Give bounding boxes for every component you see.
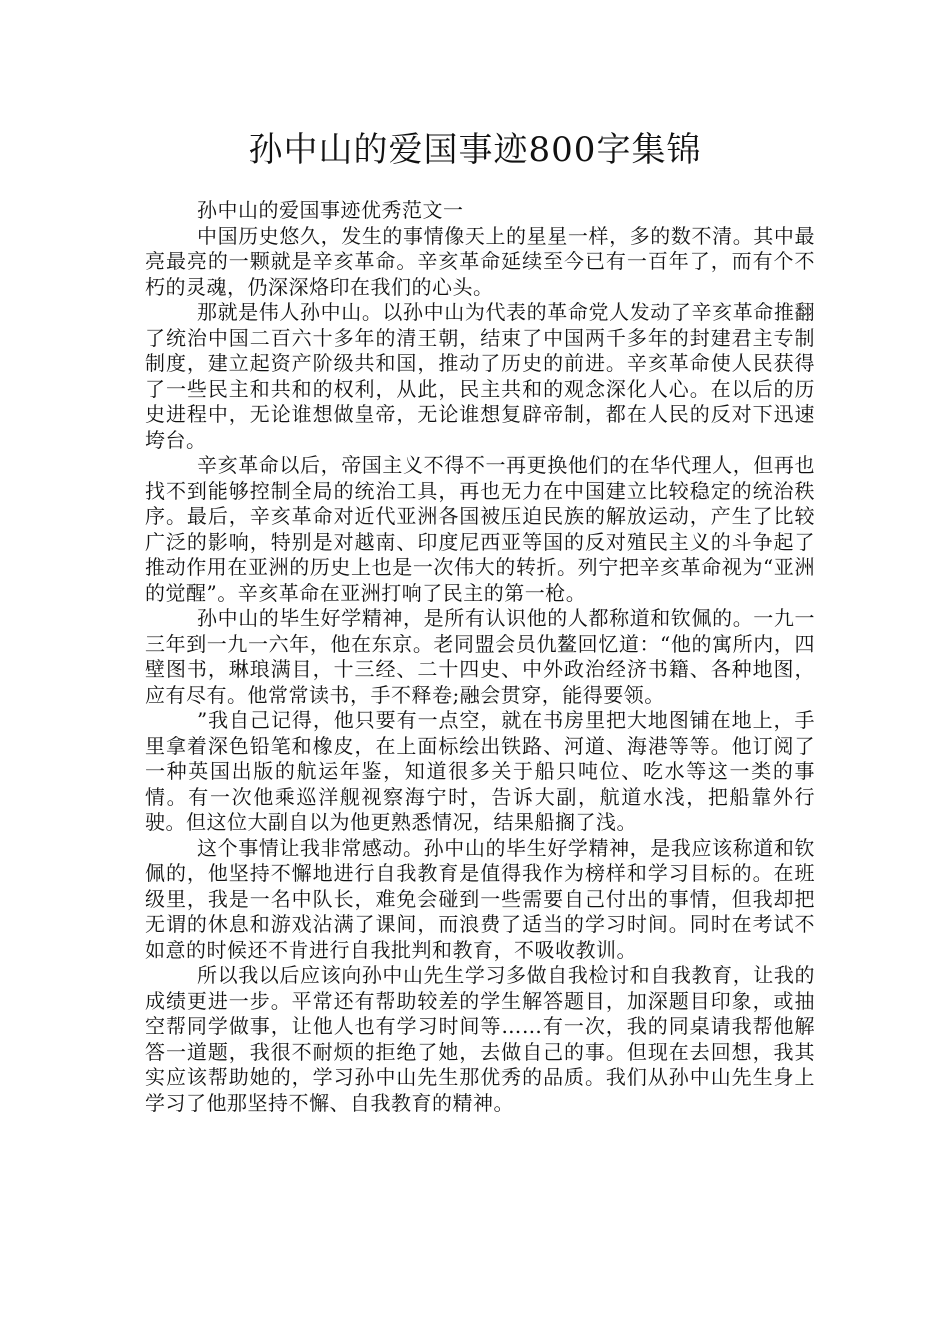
paragraph: 中国历史悠久，发生的事情像天上的星星一样，多的数不清。其中最亮最亮的一颗就是辛亥革命。辛亥革命延续至今已有一百年了，而有个不朽的灵魂，仍深深烙印在我们的心头。 <box>145 223 815 299</box>
document-body <box>145 198 815 1116</box>
section-heading: 孙中山的爱国事迹优秀范文一 <box>197 198 464 222</box>
paragraph: 孙中山的毕生好学精神，是所有认识他的人都称道和钦佩的。一九一三年到一九一六年，他在东京。老同盟会员仇鳌回忆道：“他的寓所内，四壁图书，琳琅满目，十三经、二十四史、中外政治经济书籍、各种地图，应有尽有。他常常读书，手不释卷;融会贯穿，能得要领。 <box>145 606 815 707</box>
document-title: 孙中山的爱国事迹800字集锦 <box>248 130 702 170</box>
paragraph: ”我自己记得，他只要有一点空，就在书房里把大地图铺在地上，手里拿着深色铅笔和橡皮，在上面标绘出铁路、河道、海港等等。他订阅了一种英国出版的航运年鉴，知道很多关于船只吨位、吃水等这一类的事情。有一次他乘巡洋舰视察海宁时，告诉大副，航道水浅，把船靠外行驶。但这位大副自以为他更熟悉情况，结果船搁了浅。 <box>145 708 815 834</box>
paragraph: 辛亥革命以后，帝国主义不得不一再更换他们的在华代理人，但再也找不到能够控制全局的统治工具，再也无力在中国建立比较稳定的统治秩序。最后，辛亥革命对近代亚洲各国被压迫民族的解放运动，产生了比较广泛的影响，特别是对越南、印度尼西亚等国的反对殖民主义的斗争起了推动作用在亚洲的历史上也是一次伟大的转折。列宁把辛亥革命视为“亚洲的觉醒”。辛亥革命在亚洲打响了民主的第一枪。 <box>145 453 815 605</box>
paragraph: 这个事情让我非常感动。孙中山的毕生好学精神，是我应该称道和钦佩的，他坚持不懈地进行自我教育是值得我作为榜样和学习目标的。在班级里，我是一名中队长，难免会碰到一些需要自己付出的事情，但我却把无谓的休息和游戏沾满了课间，而浪费了适当的学习时间。同时在考试不如意的时候还不肯进行自我批判和教育，不吸收教训。 <box>145 835 815 962</box>
paragraph: 所以我以后应该向孙中山先生学习多做自我检讨和自我教育，让我的成绩更进一步。平常还有帮助较差的学生解答题目，加深题目印象，或抽空帮同学做事，让他人也有学习时间等……有一次，我的同桌请我帮他解答一道题，我很不耐烦的拒绝了她，去做自己的事。但现在去回想，我其实应该帮助她的，学习孙中山先生那优秀的品质。我们从孙中山先生身上学习了他那坚持不懈、自我教育的精神。 <box>145 963 815 1115</box>
paragraph: 那就是伟人孙中山。以孙中山为代表的革命党人发动了辛亥革命推翻了统治中国二百六十多年的清王朝，结束了中国两千多年的封建君主专制制度，建立起资产阶级共和国，推动了历史的前进。辛亥革命使人民获得了一些民主和共和的权利，从此，民主共和的观念深化人心。在以后的历史进程中，无论谁想做皇帝，无论谁想复辟帝制，都在人民的反对下迅速垮台。 <box>145 300 815 452</box>
